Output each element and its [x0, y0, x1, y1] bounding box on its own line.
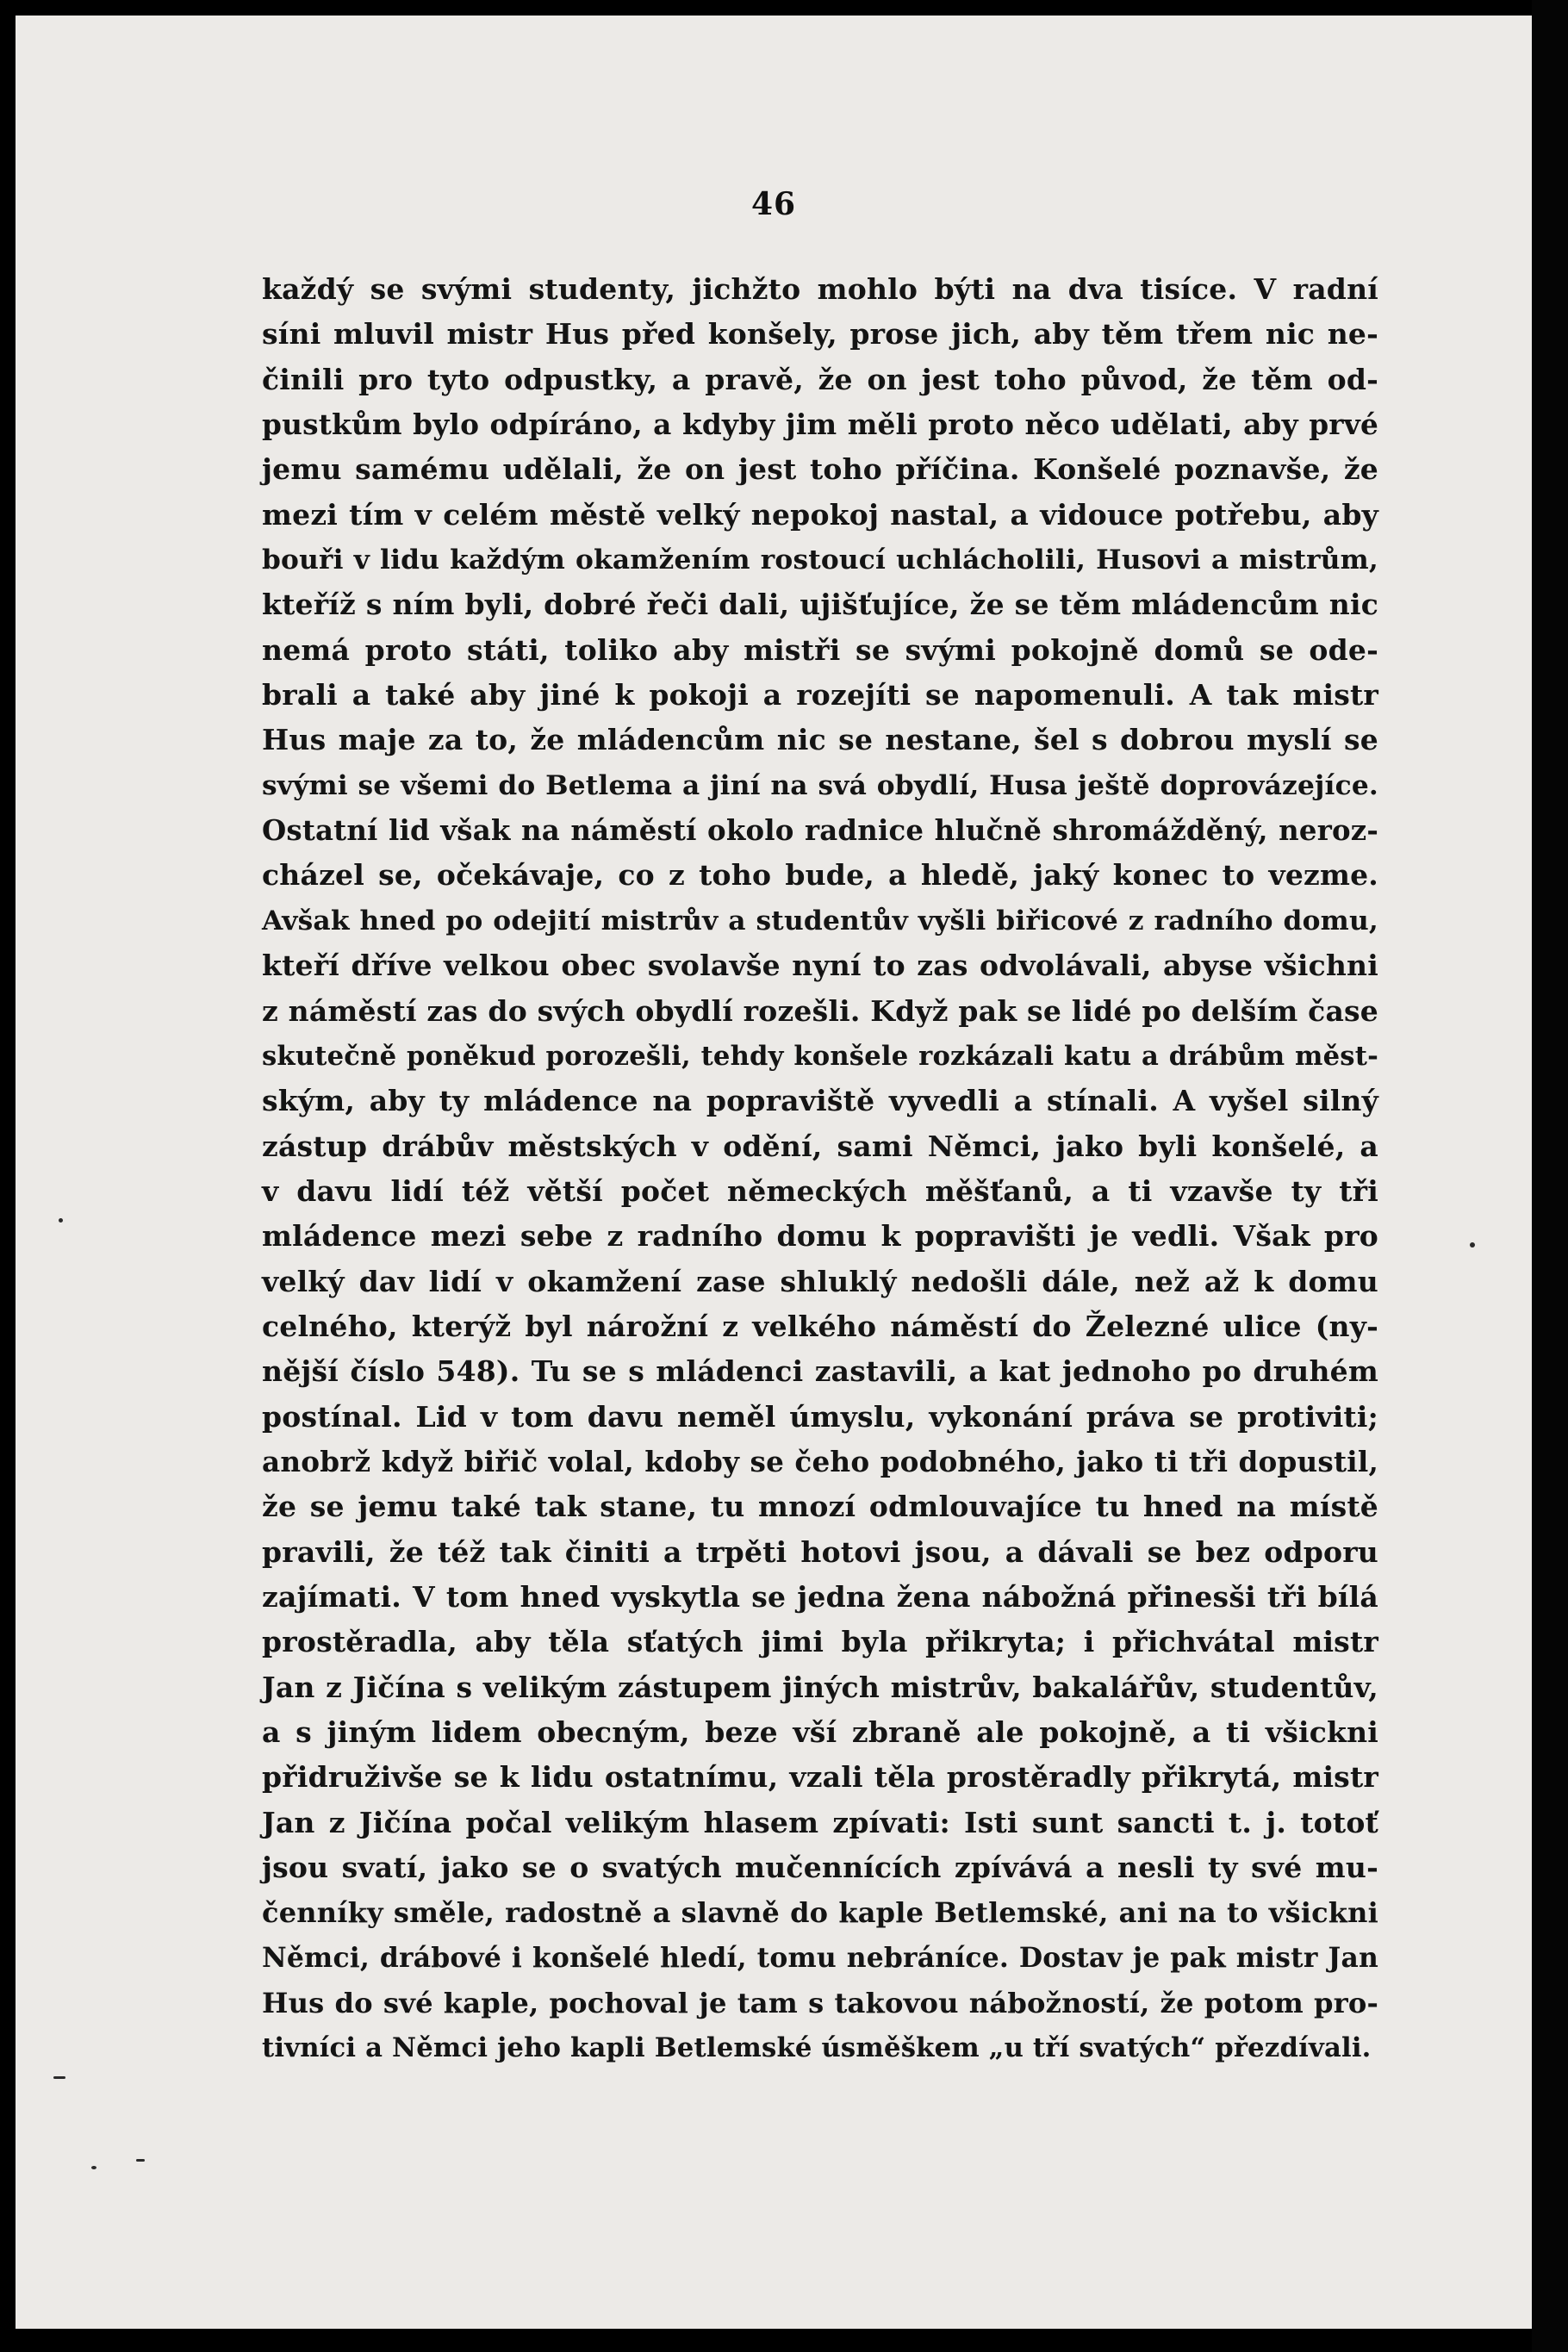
scan-speck: [53, 2076, 65, 2079]
text-line: postínal. Lid v tom davu neměl úmyslu, vykonání práva se protiviti;: [262, 1399, 1378, 1434]
text-line: velký dav lidí v okamžení zase shluklý nedošli dále, než až k domu: [262, 1264, 1378, 1298]
text-line: ským, aby ty mládence na popraviště vyvedli a stínali. A vyšel silný: [262, 1084, 1378, 1118]
text-line: nější číslo 548). Tu se s mládenci zastavili, a kat jednoho po druhém: [262, 1354, 1378, 1389]
text-line: Hus do své kaple, pochoval je tam s takovou nábožností, že potom pro-: [262, 1987, 1378, 2020]
scan-speck: [59, 1218, 63, 1223]
text-line: v davu lidí též větší počet německých měšťanů, a ti vzavše ty tři: [262, 1173, 1378, 1208]
scan-edge-right: [1532, 0, 1568, 2352]
text-line: Avšak hned po odejití mistrův a studentův vyšli biřicové z radního domu,: [262, 905, 1378, 936]
text-line: Ostatní lid však na náměstí okolo radnice hlučně shromážděný, neroz-: [262, 814, 1378, 848]
text-line: cházel se, očekávaje, co z toho bude, a hledě, jaký konec to vezme.: [262, 858, 1378, 893]
text-line: kteříž s ním byli, dobré řeči dali, ujišťujíce, že se těm mládencům nic: [262, 588, 1378, 622]
page-number: 46: [750, 186, 797, 222]
text-line: zajímati. V tom hned vyskytla se jedna žena nábožná přinesši tři bílá: [262, 1579, 1378, 1614]
text-line: zástup drábův městských v odění, sami Němci, jako byli konšelé, a: [262, 1129, 1378, 1163]
body-text: [262, 267, 1378, 2071]
text-line: svými se všemi do Betlema a jiní na svá obydlí, Husa ještě doprovázejíce.: [262, 769, 1378, 801]
text-line: pravili, že též tak činiti a trpěti hotovi jsou, a dávali se bez odporu: [262, 1534, 1378, 1569]
text-line: celného, kterýž byl nárožní z velkého náměstí do Železné ulice (ny-: [262, 1309, 1378, 1343]
text-line: Hus maje za to, že mládencům nic se nestane, šel s dobrou myslí se: [262, 723, 1378, 757]
text-line: přidruživše se k lidu ostatnímu, vzali těla prostěradly přikrytá, mistr: [262, 1760, 1378, 1795]
text-line: jemu samému udělali, že on jest toho příčina. Konšelé poznavše, že: [262, 452, 1378, 487]
text-line: Jan z Jičína s velikým zástupem jiných mistrův, bakalářův, studentův,: [262, 1670, 1378, 1704]
scan-speck: [91, 2166, 96, 2169]
text-line: Jan z Jičína počal velikým hlasem zpívati: Isti sunt sancti t. j. totoť: [262, 1805, 1378, 1839]
text-line: mezi tím v celém městě velký nepokoj nastal, a vidouce potřebu, aby: [262, 497, 1378, 532]
text-line: Němci, drábové i konšelé hledí, tomu nebráníce. Dostav je pak mistr Jan: [262, 1942, 1378, 1974]
text-line: pustkům bylo odpíráno, a kdyby jim měli proto něco udělati, aby prvé: [262, 408, 1378, 442]
text-line: činili pro tyto odpustky, a pravě, že on jest toho původ, že těm od-: [262, 362, 1378, 396]
scan-speck: [1470, 1242, 1475, 1248]
text-line: brali a také aby jiné k pokoji a rozejíti se napomenuli. A tak mistr: [262, 678, 1378, 712]
text-line: kteří dříve velkou obec svolavše nyní to zas odvolávali, abyse všichni: [262, 949, 1378, 983]
text-line: mládence mezi sebe z radního domu k popravišti je vedli. Však pro: [262, 1219, 1378, 1254]
book-page: [16, 16, 1532, 2329]
text-line: že se jemu také tak stane, tu mnozí odmlouvajíce tu hned na místě: [262, 1490, 1378, 1524]
text-line: anobrž když biřič volal, kdoby se čeho podobného, jako ti tři dopustil,: [262, 1444, 1378, 1478]
text-line: z náměstí zas do svých obydlí rozešli. Když pak se lidé po delším čase: [262, 993, 1378, 1028]
text-line: síni mluvil mistr Hus před konšely, prose jich, aby těm třem nic ne-: [262, 317, 1378, 352]
text-line: čenníky směle, radostně a slavně do kaple Betlemské, ani na to všickni: [262, 1896, 1378, 1930]
text-line: tivníci a Němci jeho kapli Betlemské úsměškem „u tří svatých“ přezdívali.: [262, 2032, 1372, 2064]
scan-speck: [136, 2159, 145, 2162]
text-line: bouři v lidu každým okamžením rostoucí uchlácholili, Husovi a mistrům,: [262, 544, 1378, 576]
text-line: skutečně poněkud porozešli, tehdy konšele rozkázali katu a drábům měst-: [262, 1040, 1378, 1072]
text-line: nemá proto státi, toliko aby mistři se svými pokojně domů se ode-: [262, 632, 1378, 667]
text-line: jsou svatí, jako se o svatých mučennících zpívává a nesli ty své mu-: [262, 1851, 1378, 1885]
text-line: prostěradla, aby těla sťatých jimi byla přikryta; i přichvátal mistr: [262, 1625, 1378, 1659]
text-line: každý se svými studenty, jichžto mohlo býti na dva tisíce. V radní: [262, 272, 1378, 306]
text-line: a s jiným lidem obecným, beze vší zbraně ale pokojně, a ti všickni: [262, 1715, 1378, 1749]
